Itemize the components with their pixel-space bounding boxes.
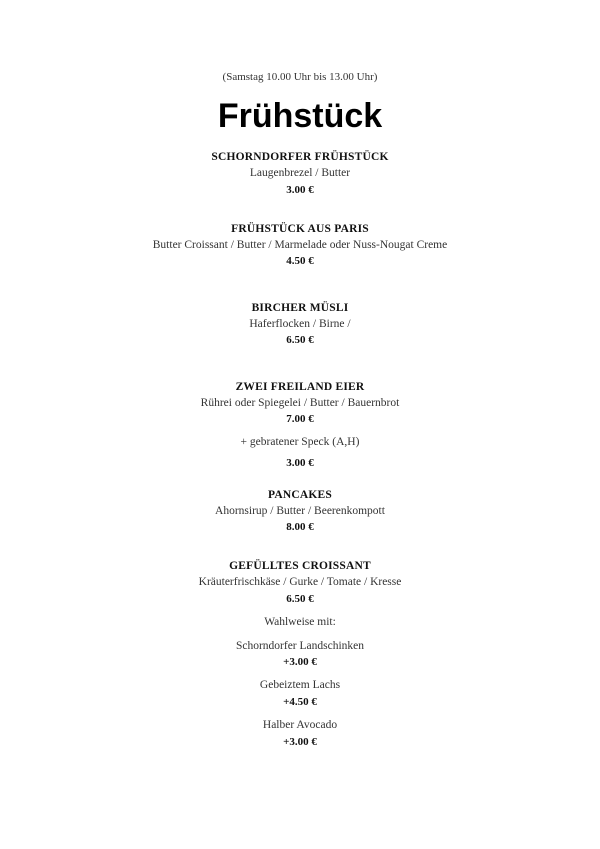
item-description: Rührei oder Spiegelei / Butter / Bauernbrot <box>200 397 400 409</box>
extra-price: 3.00 € <box>286 457 314 469</box>
item-description: Butter Croissant / Butter / Marmelade oder Nuss-Nougat Creme <box>152 239 448 251</box>
item-price: 8.00 € <box>286 521 314 533</box>
item-name: BIRCHER MÜSLI <box>251 302 349 314</box>
item-name: ZWEI FREILAND EIER <box>235 381 365 393</box>
option-label: Gebeiztem Lachs <box>259 679 341 691</box>
option-price: +3.00 € <box>283 656 317 668</box>
item-price: 4.50 € <box>286 255 314 267</box>
item-name: GEFÜLLTES CROISSANT <box>229 560 371 572</box>
option-price: +3.00 € <box>283 736 317 748</box>
options-label: Wahlweise mit: <box>264 616 336 628</box>
item-price: 7.00 € <box>286 413 314 425</box>
item-price: 6.50 € <box>286 334 314 346</box>
item-description: Haferflocken / Birne / <box>249 318 351 330</box>
item-name: FRÜHSTÜCK AUS PARIS <box>231 223 369 235</box>
item-description: Kräuterfrischkäse / Gurke / Tomate / Kresse <box>198 576 402 588</box>
item-price: 3.00 € <box>286 184 314 196</box>
item-name: SCHORNDORFER FRÜHSTÜCK <box>211 151 389 163</box>
page-title: Frühstück <box>217 97 383 135</box>
item-price: 6.50 € <box>286 593 314 605</box>
item-name: PANCAKES <box>267 489 332 501</box>
opening-hours: (Samstag 10.00 Uhr bis 13.00 Uhr) <box>222 71 378 83</box>
option-price: +4.50 € <box>283 696 317 708</box>
item-description: Ahornsirup / Butter / Beerenkompott <box>215 505 385 517</box>
item-description: Laugenbrezel / Butter <box>249 167 351 179</box>
option-label: Halber Avocado <box>262 719 338 731</box>
extra-label: + gebratener Speck (A,H) <box>240 436 360 448</box>
option-label: Schorndorfer Landschinken <box>235 640 365 652</box>
